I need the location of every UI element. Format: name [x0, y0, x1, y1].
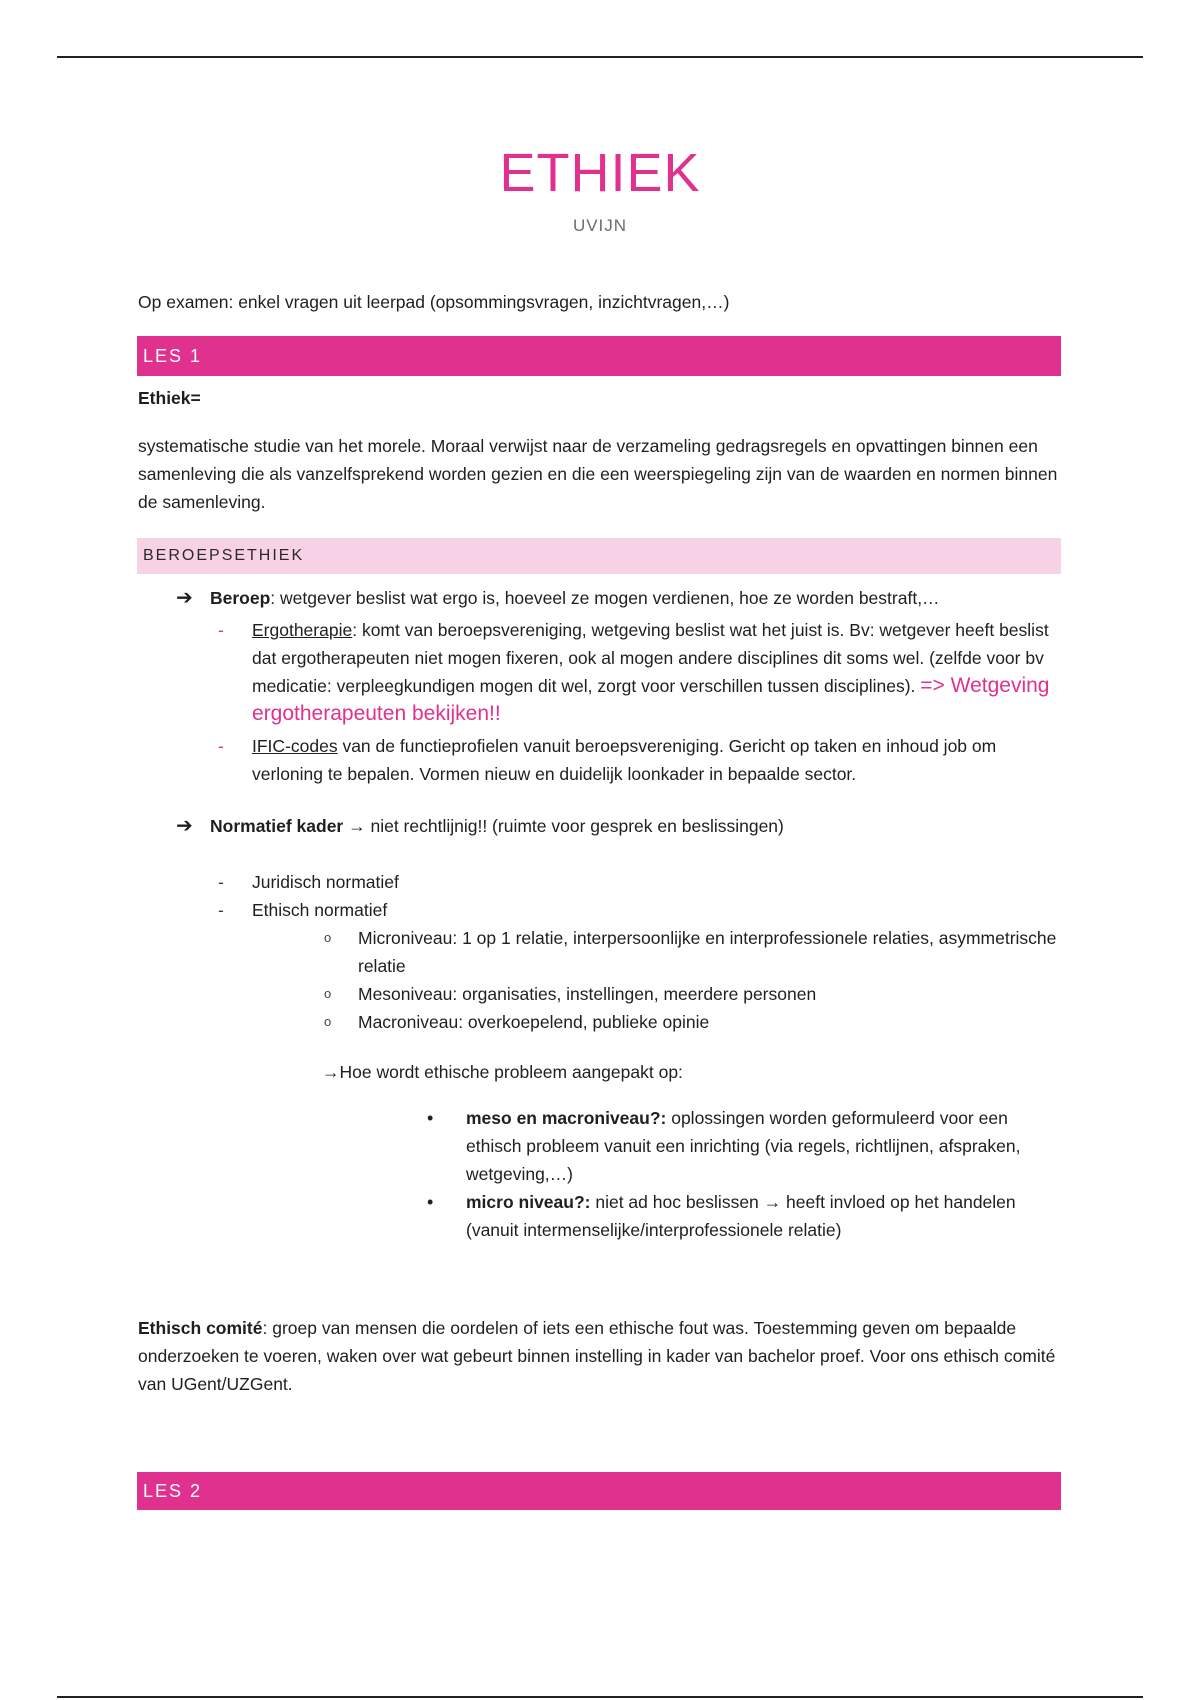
dash-icon: - [218, 736, 224, 756]
dash-icon: - [218, 620, 224, 640]
list-item-meso-macro [138, 1104, 1062, 1188]
meso-text: Mesoniveau: organisaties, instellingen, meerdere personen [358, 984, 817, 1004]
dash-icon: - [218, 872, 224, 892]
ethisch-text: Ethisch normatief [252, 900, 388, 920]
bullet-icon: • [427, 1192, 434, 1212]
list-item-micro [138, 924, 1062, 980]
comite-term: Ethisch comité [138, 1318, 263, 1338]
juridisch-text: Juridisch normatief [252, 872, 399, 892]
ergotherapie-text: : komt van beroepsvereniging, wetgeving beslist wat het juist is. Bv: wetgever heeft beslist dat ergotherapeuten niet mogen fixeren, ook al mogen andere disciplines dit soms wel. (zelfde voor bv medicatie: verpleegkundigen mogen dit wel, zorgt voor verschillen tussen disciplines). [252, 620, 1049, 696]
micro-niveau-term: micro niveau?: [466, 1192, 591, 1212]
list-item-macro [138, 1008, 1062, 1036]
section-heading-les2: LES 2 [137, 1472, 1061, 1510]
document-title: ETHIEK [499, 143, 701, 203]
beroep-text: : wetgever beslist wat ergo is, hoeveel ze mogen verdienen, hoe ze worden bestraft,… [270, 588, 940, 608]
comite-text: : groep van mensen die oordelen of iets een ethische fout was. Toestemming geven om bepaalde onderzoeken te voeren, waken over wat gebeurt binnen instelling in kader van bachelor proef. Voor ons ethisch comité van UGent/UZGent. [138, 1318, 1056, 1394]
exam-note: Op examen: enkel vragen uit leerpad (opsommingsvragen, inzichtvragen,…) [138, 292, 730, 312]
header-rule [57, 56, 1143, 58]
list-item-ergotherapie [138, 616, 1062, 728]
document-body [138, 288, 1062, 1510]
arrow-icon: ➔ [176, 587, 193, 609]
list-item-meso [138, 980, 1062, 1008]
bullet-icon: • [427, 1108, 434, 1128]
dash-icon: - [218, 900, 224, 920]
macro-text: Macroniveau: overkoepelend, publieke opinie [358, 1012, 710, 1032]
meso-macro-term: meso en macroniveau?: [466, 1108, 667, 1128]
section-heading-beroepsethiek: BEROEPSETHIEK [137, 538, 1061, 574]
list-item-ethisch [138, 896, 1062, 924]
list-item-ific [138, 732, 1062, 788]
circle-bullet-icon: o [324, 986, 332, 1001]
arrow-icon: ➔ [176, 815, 193, 837]
list-item-juridisch [138, 868, 1062, 896]
beroep-term: Beroep [210, 588, 271, 608]
normatief-term: Normatief kader [210, 816, 344, 836]
ergotherapie-term: Ergotherapie [252, 620, 353, 640]
ific-term: IFIC-codes [252, 736, 338, 756]
normatief-text: → niet rechtlijnig!! (ruimte voor gesprek en beslissingen) [343, 816, 784, 836]
list-item-beroep [138, 584, 1062, 612]
ergotherapie-highlight: => Wetgeving ergotherapeuten bekijken!! [252, 674, 1050, 725]
footer-rule [57, 1696, 1143, 1698]
list-item-micro-niveau [138, 1188, 1062, 1244]
section-heading-les1: LES 1 [137, 336, 1061, 376]
ethisch-comite-paragraph [138, 1314, 1062, 1398]
document-subtitle: UVIJN [572, 216, 628, 235]
micro-text: Microniveau: 1 op 1 relatie, interpersoonlijke en interprofessionele relaties, asymmetrische relatie [358, 928, 1057, 976]
circle-bullet-icon: o [324, 930, 332, 945]
aanpak-question: →Hoe wordt ethische probleem aangepakt op: [322, 1062, 683, 1082]
list-item-normatief [138, 812, 1062, 840]
ethiek-definition: systematische studie van het morele. Moraal verwijst naar de verzameling gedragsregels en opvattingen binnen een samenleving die als vanzelfsprekend worden gezien en die een weerspiegeling zijn van de waarden en normen binnen de samenleving. [138, 436, 1058, 512]
circle-bullet-icon: o [324, 1014, 332, 1029]
meso-macro-text: oplossingen worden geformuleerd voor een ethisch probleem vanuit een inrichting (via regels, richtlijnen, afspraken, wetgeving,…) [466, 1108, 1021, 1184]
ific-text: van de functieprofielen vanuit beroepsvereniging. Gericht op taken en inhoud job om verloning te bepalen. Vormen nieuw en duidelijk loonkader in bepaalde sector. [252, 736, 997, 784]
micro-niveau-text: niet ad hoc beslissen → heeft invloed op het handelen (vanuit intermenselijke/interprofessionele relatie) [466, 1192, 1016, 1240]
ethiek-label: Ethiek= [138, 388, 201, 408]
